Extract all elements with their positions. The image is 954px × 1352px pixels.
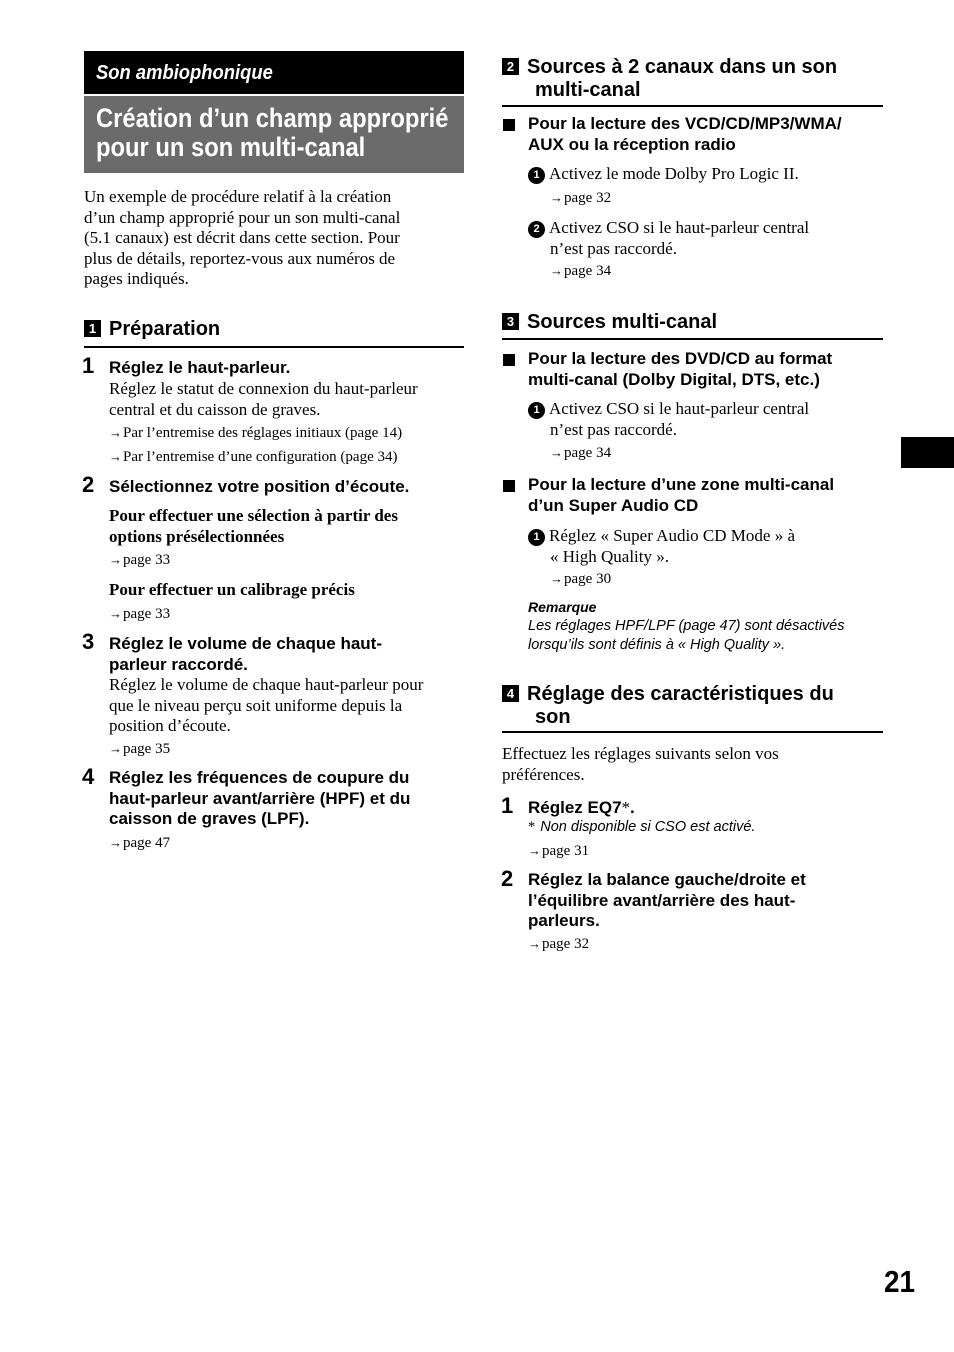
page-reference: →page 34 (550, 263, 612, 279)
circled-number-icon: 1 (528, 529, 545, 546)
intro-line: Un exemple de procédure relatif à la création (84, 187, 392, 206)
intro-line: plus de détails, reportez-vous aux numéros de (84, 248, 396, 268)
square-bullet-icon (503, 353, 515, 371)
step-title: Sélectionnez votre position d’écoute. (109, 477, 410, 496)
arrow-right-icon: → (550, 263, 563, 278)
list-item: 1 Réglez « Super Audio CD Mode » à « High Quality ». (528, 526, 795, 567)
step-title: Réglez les fréquences de coupure du haut-parleur avant/arrière (HPF) et du caisson de graves (LPF). (109, 768, 411, 828)
step-title: Réglez la balance gauche/droite et l’équilibre avant/arrière des haut- parleurs. (528, 870, 806, 930)
section-3-badge: 3 (502, 313, 519, 330)
page-reference: →page 35 (109, 741, 171, 757)
step-subheading: Pour effectuer une sélection à partir des options présélectionnées (109, 506, 398, 546)
page-reference: →page 32 (528, 936, 590, 952)
section-2-rule (502, 105, 883, 107)
list-item: 1 Activez le mode Dolby Pro Logic II. (528, 164, 799, 185)
step-title: Réglez le haut-parleur. (109, 358, 291, 377)
page-title (96, 104, 448, 162)
page-reference: →page 30 (550, 571, 612, 587)
section-4-heading: 4 Réglage des caractéristiques du son (502, 683, 884, 729)
page-title-line1: Création d’un champ approprié (96, 103, 449, 133)
step-title: Réglez le volume de chaque haut- parleur raccordé. (109, 634, 383, 674)
section-4-rule (502, 731, 883, 733)
subsection-heading: Pour la lecture des VCD/CD/MP3/WMA/ AUX ou la réception radio (528, 114, 842, 154)
arrow-right-icon: → (109, 552, 122, 567)
circled-number-icon: 1 (528, 402, 545, 419)
section-2-heading: 2 Sources à 2 canaux dans un son multi-canal (502, 56, 884, 102)
section-category: Son ambiophonique (96, 62, 273, 84)
note-title: Remarque (528, 599, 597, 615)
section-1-title: Préparation (109, 318, 221, 340)
section-header-bar (84, 51, 464, 94)
step-number: 3 (82, 629, 95, 654)
arrow-right-icon: → (528, 843, 541, 858)
list-item: 2 Activez CSO si le haut-parleur central n’est pas raccordé. (528, 218, 809, 259)
page-reference: →Par l’entremise des réglages initiaux (page 14) (109, 425, 403, 441)
arrow-right-icon: → (528, 936, 541, 951)
side-tab (901, 437, 954, 468)
arrow-right-icon: → (109, 835, 122, 850)
step-number: 1 (501, 793, 514, 818)
subsection-heading: Pour la lecture d’une zone multi-canal d’un Super Audio CD (528, 475, 835, 515)
arrow-right-icon: → (550, 571, 563, 586)
arrow-right-icon: → (109, 741, 122, 756)
step-number: 4 (82, 764, 95, 789)
section-1-rule (84, 346, 464, 348)
footnote: * Non disponible si CSO est activé. (528, 819, 756, 835)
subsection-heading: Pour la lecture des DVD/CD au format multi-canal (Dolby Digital, DTS, etc.) (528, 349, 833, 389)
section-3-heading: 3 Sources multi-canal (502, 311, 717, 334)
arrow-right-icon: → (109, 606, 122, 621)
page-title-line2: pour un son multi-canal (96, 132, 366, 162)
arrow-right-icon: → (550, 445, 563, 460)
circled-number-icon: 2 (528, 221, 545, 238)
arrow-right-icon: → (109, 449, 122, 464)
step-title: Réglez EQ7*. (528, 798, 635, 817)
step-number: 2 (501, 866, 514, 891)
step-subheading: Pour effectuer un calibrage précis (109, 580, 355, 599)
arrow-right-icon: → (550, 190, 563, 205)
section-1-badge: 1 (84, 320, 101, 337)
section-intro: Effectuez les réglages suivants selon vos préférences. (502, 744, 779, 784)
page-reference: →page 31 (528, 843, 590, 859)
page-reference: →page 33 (109, 606, 171, 622)
arrow-right-icon: → (109, 425, 122, 440)
page-reference: →page 34 (550, 445, 612, 461)
square-bullet-icon (503, 118, 515, 136)
step-number: 1 (82, 353, 95, 378)
page-title-box (84, 96, 464, 173)
page-reference: →page 47 (109, 835, 171, 851)
intro-paragraph (84, 187, 469, 290)
step-body: Réglez le statut de connexion du haut-parleur central et du caisson de graves. (109, 379, 418, 419)
section-2-badge: 2 (502, 58, 519, 75)
step-number: 2 (82, 472, 95, 497)
intro-line: pages indiqués. (84, 269, 189, 288)
step-body: Réglez le volume de chaque haut-parleur pour que le niveau perçu soit uniforme depuis la position d’écoute. (109, 675, 424, 735)
page-reference: →Par l’entremise d’une configuration (page 34) (109, 449, 398, 465)
section-1-heading (84, 318, 220, 341)
page-reference: →page 32 (550, 190, 612, 206)
square-bullet-icon (503, 479, 515, 497)
intro-line: d’un champ approprié pour un son multi-canal (84, 207, 401, 227)
section-3-rule (502, 338, 883, 340)
section-4-badge: 4 (502, 685, 519, 702)
page-number: 21 (884, 1264, 916, 1299)
circled-number-icon: 1 (528, 167, 545, 184)
note-text: Les réglages HPF/LPF (page 47) sont désactivés lorsqu’ils sont définis à « High Quality ». (528, 618, 845, 653)
page-reference: →page 33 (109, 552, 171, 568)
list-item: 1 Activez CSO si le haut-parleur central n’est pas raccordé. (528, 399, 809, 440)
intro-line: (5.1 canaux) est décrit dans cette section. Pour (84, 228, 400, 247)
